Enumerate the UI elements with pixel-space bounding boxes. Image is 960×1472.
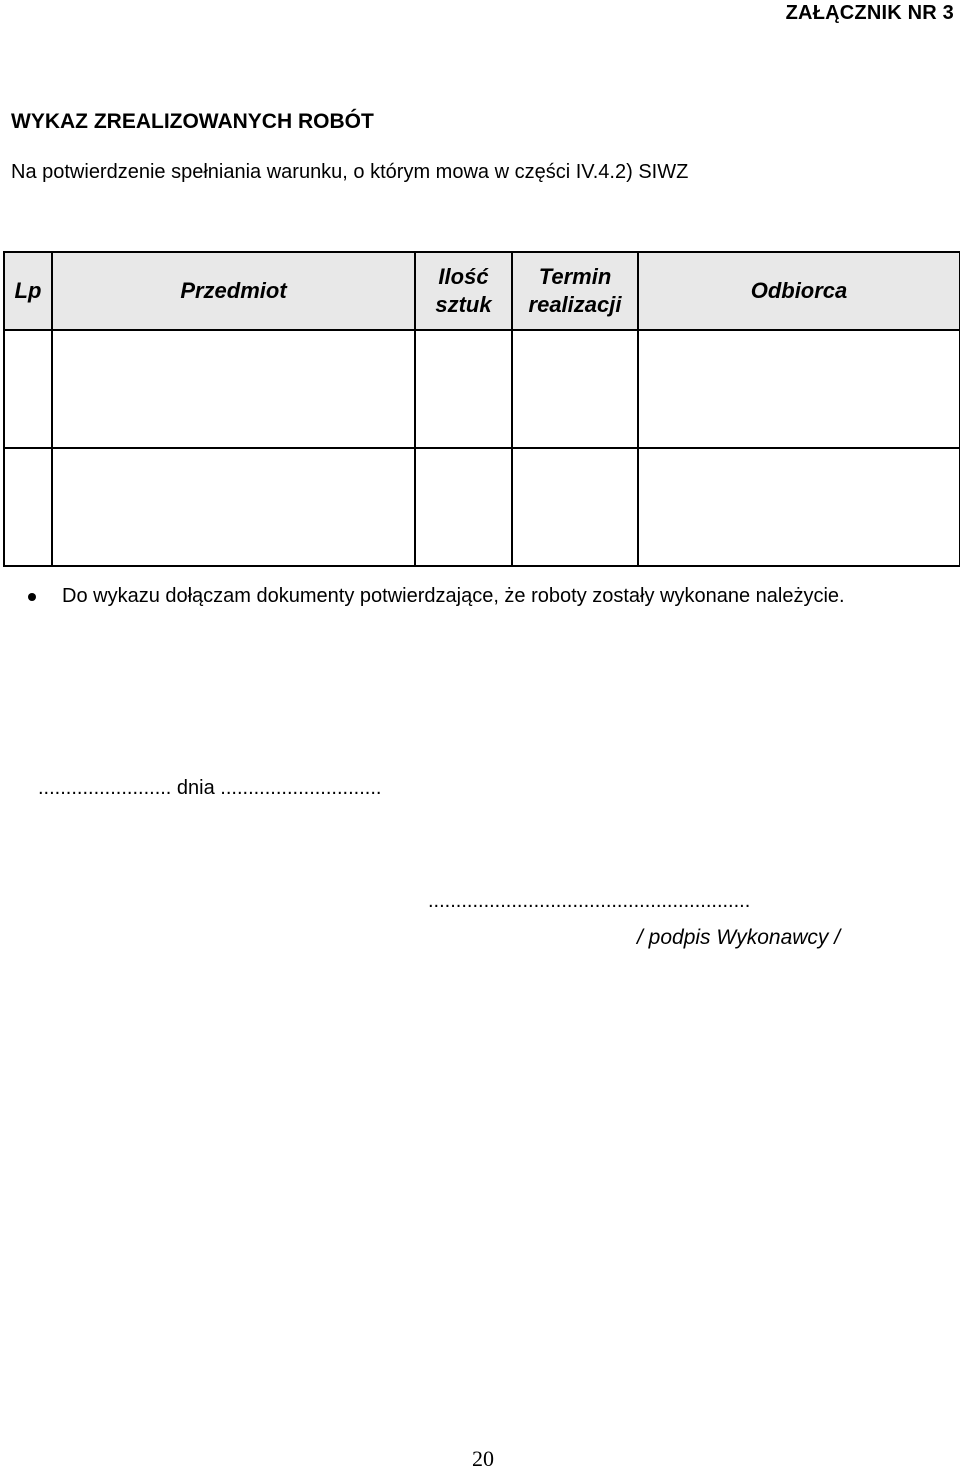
table-cell-termin-realizacji[interactable] <box>512 448 638 566</box>
attachment-note <box>28 585 845 608</box>
attachment-note-text: Do wykazu dołączam dokumenty potwierdzające, że roboty zostały wykonane należycie. <box>62 585 845 607</box>
works-table <box>3 251 960 567</box>
table-row <box>4 448 960 566</box>
column-header-lp: Lp <box>4 252 52 330</box>
table-cell-przedmiot[interactable] <box>52 330 415 448</box>
annex-label: ZAŁĄCZNIK NR 3 <box>785 2 954 24</box>
column-header-termin-realizacji: Termin realizacji <box>512 252 638 330</box>
table-cell-przedmiot[interactable] <box>52 448 415 566</box>
table-cell-lp[interactable] <box>4 330 52 448</box>
table-row <box>4 330 960 448</box>
table-cell-odbiorca[interactable] <box>638 448 960 566</box>
column-header-przedmiot: Przedmiot <box>52 252 415 330</box>
table-header-row <box>4 252 960 330</box>
table-cell-odbiorca[interactable] <box>638 330 960 448</box>
signature-label: / podpis Wykonawcy / <box>637 926 841 949</box>
table-cell-ilosc-sztuk[interactable] <box>415 448 512 566</box>
signature-line: .......................................................... <box>428 890 751 912</box>
column-header-ilosc-sztuk: Ilość sztuk <box>415 252 512 330</box>
table-cell-ilosc-sztuk[interactable] <box>415 330 512 448</box>
table-cell-lp[interactable] <box>4 448 52 566</box>
bullet-icon <box>28 593 36 601</box>
document-title: WYKAZ ZREALIZOWANYCH ROBÓT <box>11 110 374 133</box>
document-subtitle: Na potwierdzenie spełniania warunku, o którym mowa w części IV.4.2) SIWZ <box>11 161 689 183</box>
page-number: 20 <box>472 1446 494 1471</box>
column-header-odbiorca: Odbiorca <box>638 252 960 330</box>
table-cell-termin-realizacji[interactable] <box>512 330 638 448</box>
place-date-line: ........................ dnia ............................. <box>38 777 382 799</box>
